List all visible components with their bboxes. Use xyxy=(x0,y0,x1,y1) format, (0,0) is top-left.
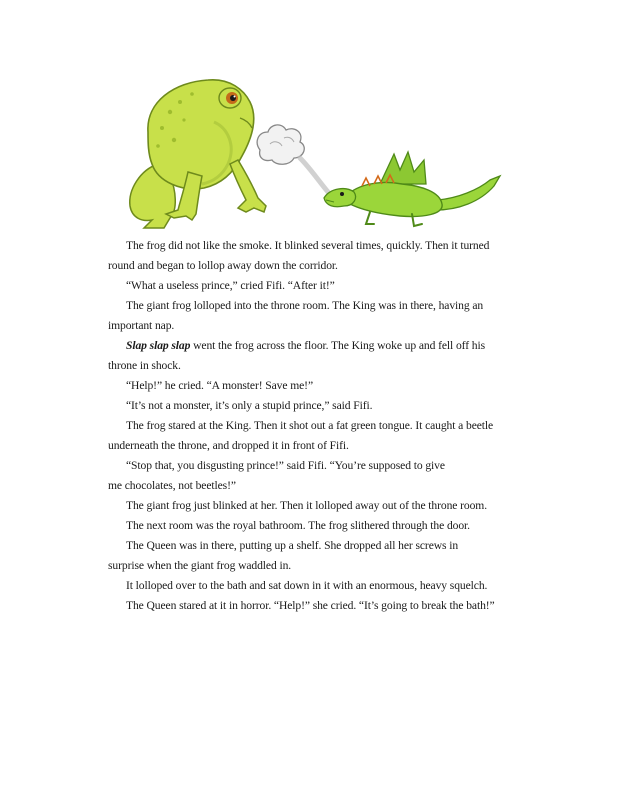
emphasis-slap: Slap slap slap xyxy=(126,339,191,352)
paragraph-8-line-1: “Stop that, you disgusting prince!” said Fifi. “You’re supposed to give xyxy=(126,459,445,472)
story-text xyxy=(108,236,508,616)
paragraph-12-line-1: It lolloped over to the bath and sat down in it with an enormous, heavy squelch. xyxy=(126,579,488,592)
paragraph-3-line-2: important nap. xyxy=(108,319,175,332)
paragraph-1-line-1: The frog did not like the smoke. It blinked several times, quickly. Then it turned xyxy=(126,239,490,252)
smoke-illustration xyxy=(257,125,328,192)
paragraph-3-line-1: The giant frog lolloped into the throne room. The King was in there, having an xyxy=(126,299,484,312)
paragraph-8-line-2: me chocolates, not beetles!” xyxy=(108,479,236,492)
paragraph-7-line-2: underneath the throne, and dropped it in front of Fifi. xyxy=(108,439,349,452)
paragraph-11-line-2: surprise when the giant frog waddled in. xyxy=(108,559,292,572)
paragraph-2-line-1: “What a useless prince,” cried Fifi. “After it!” xyxy=(126,279,335,292)
paragraph-9-line-1: The giant frog just blinked at her. Then it lolloped away out of the throne room. xyxy=(126,499,487,512)
paragraph-1-line-2: round and began to lollop away down the corridor. xyxy=(108,259,338,272)
paragraph-4-line-2: throne in shock. xyxy=(108,359,181,372)
paragraph-5-line-1: “Help!” he cried. “A monster! Save me!” xyxy=(126,379,313,392)
paragraph-10-line-1: The next room was the royal bathroom. The frog slithered through the door. xyxy=(126,519,470,532)
dragon-illustration xyxy=(324,152,500,226)
paragraph-11-line-1: The Queen was in there, putting up a shelf. She dropped all her screws in xyxy=(126,539,459,552)
paragraph-7-line-1: The frog stared at the King. Then it shot out a fat green tongue. It caught a beetle xyxy=(126,419,494,432)
paragraph-4-line-1-rest: went the frog across the floor. The King woke up and fell off his xyxy=(190,339,485,352)
paragraph-6-line-1: “It’s not a monster, it’s only a stupid prince,” said Fifi. xyxy=(126,399,373,412)
story-illustration xyxy=(118,72,510,230)
paragraph-4-line-1 xyxy=(108,336,508,356)
paragraph-13-line-1: The Queen stared at it in horror. “Help!” she cried. “It’s going to break the bath!” xyxy=(126,599,495,612)
frog-illustration xyxy=(130,80,266,228)
